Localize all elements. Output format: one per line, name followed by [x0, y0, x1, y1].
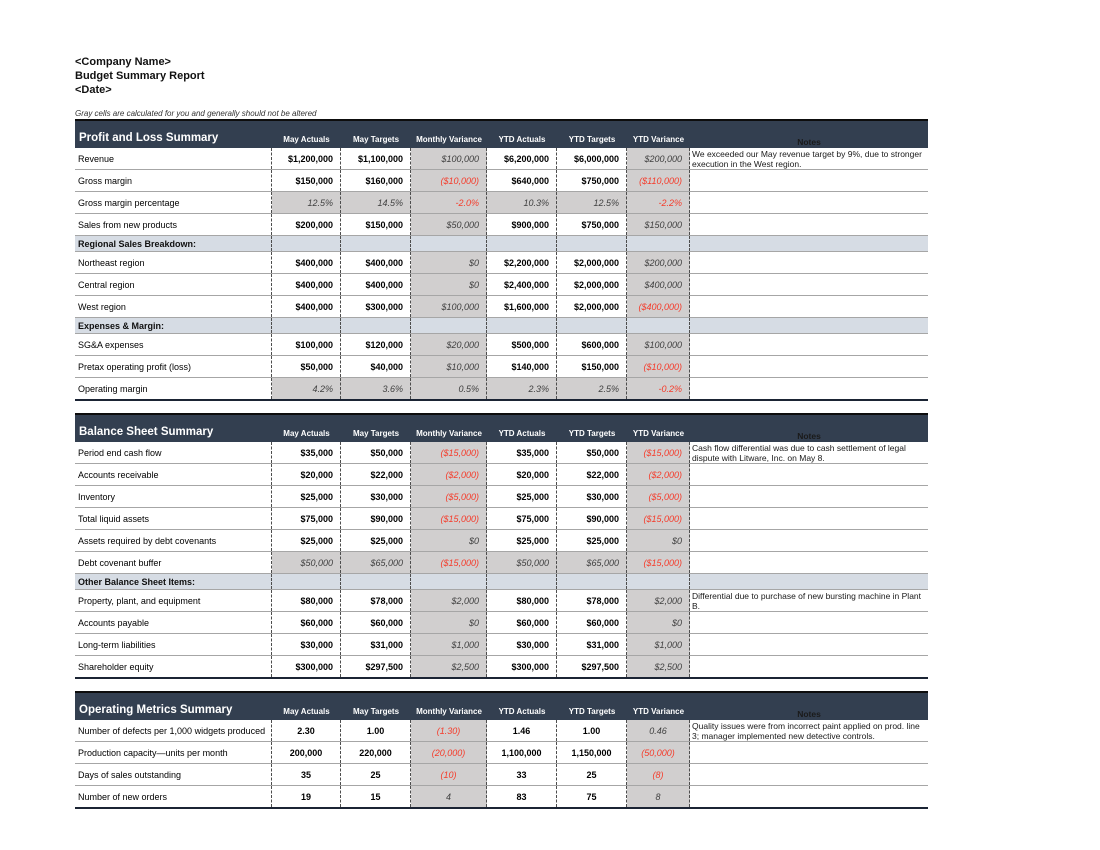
cell-ytd-targets: $78,000	[557, 590, 627, 611]
cell-ytd-variance: $2,500	[627, 656, 690, 677]
row-label: Other Balance Sheet Items:	[75, 574, 272, 589]
cell-monthly-variance: $0	[411, 530, 487, 551]
cell-ytd-variance: $100,000	[627, 334, 690, 355]
column-header-ytd-targets: YTD Targets	[568, 135, 616, 144]
cell-notes	[690, 252, 928, 273]
row-label: Total liquid assets	[75, 508, 272, 529]
table-row	[75, 764, 928, 786]
cell-ytd-actuals: $300,000	[487, 656, 557, 677]
row-label: Central region	[75, 274, 272, 295]
cell-may-targets: $90,000	[341, 508, 411, 529]
cell-ytd-variance: 8	[627, 786, 690, 807]
section-row	[75, 574, 928, 590]
cell-ytd-targets: $600,000	[557, 334, 627, 355]
cell-ytd-actuals: $25,000	[487, 530, 557, 551]
cell-ytd-targets: $65,000	[557, 552, 627, 573]
row-label: Production capacity—units per month	[75, 742, 272, 763]
row-label: Revenue	[75, 148, 272, 169]
column-header-monthly-variance: Monthly Variance	[416, 707, 482, 716]
row-label: Number of new orders	[75, 786, 272, 807]
company-name: <Company Name>	[75, 56, 171, 68]
table-title: Profit and Loss Summary	[79, 132, 219, 144]
cell-ytd-targets: $2,000,000	[557, 274, 627, 295]
column-header-notes: Notes	[797, 709, 821, 719]
row-label: Number of defects per 1,000 widgets produced	[75, 720, 272, 741]
cell-notes	[690, 214, 928, 235]
table-row	[75, 486, 928, 508]
cell-ytd-variance: (8)	[627, 764, 690, 785]
cell-ytd-variance: ($15,000)	[627, 552, 690, 573]
cell-ytd-variance: $1,000	[627, 634, 690, 655]
cell-notes	[690, 656, 928, 677]
cell-may-actuals: $1,200,000	[272, 148, 341, 169]
cell-may-targets: 15	[341, 786, 411, 807]
row-label: Property, plant, and equipment	[75, 590, 272, 611]
cell-ytd-targets: $31,000	[557, 634, 627, 655]
cell-ytd-actuals: $20,000	[487, 464, 557, 485]
cell-may-targets	[341, 318, 411, 333]
cell-notes	[690, 334, 928, 355]
row-label: Pretax operating profit (loss)	[75, 356, 272, 377]
cell-notes	[690, 634, 928, 655]
cell-ytd-targets: $30,000	[557, 486, 627, 507]
cell-monthly-variance: $50,000	[411, 214, 487, 235]
table-row	[75, 552, 928, 574]
cell-monthly-variance: 4	[411, 786, 487, 807]
cell-ytd-variance: ($5,000)	[627, 486, 690, 507]
column-header-notes: Notes	[797, 137, 821, 147]
cell-may-actuals: $150,000	[272, 170, 341, 191]
cell-may-actuals	[272, 574, 341, 589]
row-label: Sales from new products	[75, 214, 272, 235]
cell-monthly-variance: (1.30)	[411, 720, 487, 741]
cell-ytd-targets: 2.5%	[557, 378, 627, 399]
row-label: Accounts payable	[75, 612, 272, 633]
cell-notes	[690, 786, 928, 807]
cell-ytd-actuals: 33	[487, 764, 557, 785]
cell-may-actuals: $100,000	[272, 334, 341, 355]
cell-monthly-variance: $0	[411, 612, 487, 633]
cell-notes	[690, 236, 928, 251]
cell-may-targets: $65,000	[341, 552, 411, 573]
cell-monthly-variance: (10)	[411, 764, 487, 785]
cell-may-targets: $40,000	[341, 356, 411, 377]
table-row	[75, 442, 928, 464]
balance-sheet-summary-table	[75, 413, 928, 679]
section-row	[75, 236, 928, 252]
cell-ytd-actuals: $900,000	[487, 214, 557, 235]
cell-ytd-actuals: $500,000	[487, 334, 557, 355]
cell-monthly-variance: ($5,000)	[411, 486, 487, 507]
cell-monthly-variance	[411, 574, 487, 589]
cell-may-targets: $30,000	[341, 486, 411, 507]
table-row	[75, 214, 928, 236]
cell-ytd-variance: $400,000	[627, 274, 690, 295]
cell-may-targets: $60,000	[341, 612, 411, 633]
report-sheet	[75, 55, 928, 821]
cell-ytd-targets: $60,000	[557, 612, 627, 633]
cell-ytd-actuals: $50,000	[487, 552, 557, 573]
column-header-may-actuals: May Actuals	[283, 707, 330, 716]
cell-notes	[690, 356, 928, 377]
cell-ytd-variance: $2,000	[627, 590, 690, 611]
table-row	[75, 378, 928, 399]
row-label: Accounts receivable	[75, 464, 272, 485]
row-label: Inventory	[75, 486, 272, 507]
cell-monthly-variance: ($10,000)	[411, 170, 487, 191]
cell-ytd-actuals: $30,000	[487, 634, 557, 655]
row-label: Assets required by debt covenants	[75, 530, 272, 551]
cell-ytd-actuals: $140,000	[487, 356, 557, 377]
cell-may-targets: $31,000	[341, 634, 411, 655]
cell-ytd-actuals: 1.46	[487, 720, 557, 741]
cell-may-targets: $160,000	[341, 170, 411, 191]
cell-may-targets: $400,000	[341, 274, 411, 295]
cell-monthly-variance: ($15,000)	[411, 508, 487, 529]
row-label: Shareholder equity	[75, 656, 272, 677]
table-row	[75, 296, 928, 318]
cell-monthly-variance: 0.5%	[411, 378, 487, 399]
cell-ytd-actuals	[487, 318, 557, 333]
cell-may-targets: 25	[341, 764, 411, 785]
column-header-may-targets: May Targets	[352, 135, 400, 144]
cell-ytd-targets: $150,000	[557, 356, 627, 377]
cell-may-targets	[341, 574, 411, 589]
row-label: Period end cash flow	[75, 442, 272, 463]
table-row	[75, 612, 928, 634]
cell-may-actuals: $200,000	[272, 214, 341, 235]
cell-may-targets: $25,000	[341, 530, 411, 551]
cell-ytd-actuals: $75,000	[487, 508, 557, 529]
column-header-ytd-actuals: YTD Actuals	[498, 135, 546, 144]
operating-metrics-summary-header-row	[75, 693, 928, 720]
cell-may-targets: $297,500	[341, 656, 411, 677]
cell-ytd-variance	[627, 236, 690, 251]
table-row	[75, 530, 928, 552]
table-row	[75, 508, 928, 530]
cell-notes	[690, 764, 928, 785]
cell-ytd-actuals: $2,400,000	[487, 274, 557, 295]
cell-may-targets: $150,000	[341, 214, 411, 235]
cell-notes	[690, 378, 928, 399]
cell-ytd-targets: 75	[557, 786, 627, 807]
balance-sheet-summary-header-row	[75, 415, 928, 442]
cell-may-targets: $78,000	[341, 590, 411, 611]
cell-monthly-variance: ($15,000)	[411, 552, 487, 573]
column-header-ytd-targets: YTD Targets	[568, 429, 616, 438]
cell-monthly-variance	[411, 318, 487, 333]
table-row	[75, 656, 928, 677]
cell-may-actuals: $50,000	[272, 356, 341, 377]
cell-notes	[690, 464, 928, 485]
cell-ytd-variance: $200,000	[627, 148, 690, 169]
cell-ytd-targets: $2,000,000	[557, 252, 627, 273]
cell-notes: We exceeded our May revenue target by 9%, due to stronger execution in the West region.	[692, 149, 922, 169]
cell-may-targets: $1,100,000	[341, 148, 411, 169]
cell-ytd-variance: $0	[627, 612, 690, 633]
cell-ytd-actuals: $6,200,000	[487, 148, 557, 169]
cell-may-actuals: $80,000	[272, 590, 341, 611]
tables-container	[75, 119, 928, 809]
column-header-ytd-variance: YTD Variance	[632, 135, 685, 144]
cell-ytd-targets: $50,000	[557, 442, 627, 463]
cell-ytd-actuals	[487, 574, 557, 589]
gray-cells-disclaimer: Gray cells are calculated for you and generally should not be altered	[75, 109, 317, 118]
cell-notes	[690, 552, 928, 573]
column-header-ytd-actuals: YTD Actuals	[498, 429, 546, 438]
cell-monthly-variance: (20,000)	[411, 742, 487, 763]
cell-may-actuals: $50,000	[272, 552, 341, 573]
cell-ytd-actuals: 83	[487, 786, 557, 807]
cell-ytd-variance: $150,000	[627, 214, 690, 235]
cell-ytd-variance: ($15,000)	[627, 442, 690, 463]
cell-ytd-actuals: $80,000	[487, 590, 557, 611]
cell-monthly-variance: $1,000	[411, 634, 487, 655]
cell-ytd-variance: (50,000)	[627, 742, 690, 763]
cell-ytd-targets: 12.5%	[557, 192, 627, 213]
cell-ytd-actuals: 2.3%	[487, 378, 557, 399]
cell-notes	[690, 530, 928, 551]
cell-monthly-variance	[411, 236, 487, 251]
cell-monthly-variance: $100,000	[411, 148, 487, 169]
cell-ytd-variance: $0	[627, 530, 690, 551]
cell-ytd-targets: 1.00	[557, 720, 627, 741]
cell-ytd-targets: $297,500	[557, 656, 627, 677]
row-label: Operating margin	[75, 378, 272, 399]
cell-may-actuals	[272, 236, 341, 251]
cell-ytd-variance	[627, 318, 690, 333]
cell-may-actuals: $25,000	[272, 486, 341, 507]
cell-may-actuals: $60,000	[272, 612, 341, 633]
cell-notes	[690, 612, 928, 633]
cell-may-actuals: $400,000	[272, 296, 341, 317]
cell-may-actuals: $75,000	[272, 508, 341, 529]
cell-notes	[690, 192, 928, 213]
table-row	[75, 634, 928, 656]
row-label: Regional Sales Breakdown:	[75, 236, 272, 251]
cell-monthly-variance: $2,000	[411, 590, 487, 611]
cell-monthly-variance: ($2,000)	[411, 464, 487, 485]
cell-ytd-targets: 1,150,000	[557, 742, 627, 763]
cell-notes: Differential due to purchase of new bursting machine in Plant B.	[692, 591, 922, 611]
cell-may-actuals: $30,000	[272, 634, 341, 655]
cell-may-actuals: 2.30	[272, 720, 341, 741]
table-row	[75, 170, 928, 192]
row-label: SG&A expenses	[75, 334, 272, 355]
cell-may-actuals: 35	[272, 764, 341, 785]
column-header-ytd-targets: YTD Targets	[568, 707, 616, 716]
column-header-may-actuals: May Actuals	[283, 429, 330, 438]
cell-ytd-actuals: $35,000	[487, 442, 557, 463]
cell-ytd-variance: ($110,000)	[627, 170, 690, 191]
cell-notes: Cash flow differential was due to cash settlement of legal dispute with Litware, Inc. on May 8.	[692, 443, 906, 463]
cell-may-targets: $400,000	[341, 252, 411, 273]
operating-metrics-summary-table	[75, 691, 928, 809]
table-title: Operating Metrics Summary	[79, 704, 233, 716]
cell-ytd-actuals: $25,000	[487, 486, 557, 507]
cell-ytd-variance: -2.2%	[627, 192, 690, 213]
cell-ytd-variance: 0.46	[627, 720, 690, 741]
cell-ytd-variance: $200,000	[627, 252, 690, 273]
cell-ytd-targets	[557, 318, 627, 333]
cell-may-actuals: $300,000	[272, 656, 341, 677]
table-title: Balance Sheet Summary	[79, 426, 214, 438]
cell-ytd-targets: $6,000,000	[557, 148, 627, 169]
column-header-may-targets: May Targets	[352, 707, 400, 716]
cell-monthly-variance: $2,500	[411, 656, 487, 677]
column-header-monthly-variance: Monthly Variance	[416, 429, 482, 438]
column-header-ytd-actuals: YTD Actuals	[498, 707, 546, 716]
cell-notes: Quality issues were from incorrect paint applied on prod. line 3; manager implemented new detective controls.	[692, 721, 920, 741]
report-date: <Date>	[75, 84, 112, 96]
column-header-may-targets: May Targets	[352, 429, 400, 438]
section-row	[75, 318, 928, 334]
cell-ytd-variance: -0.2%	[627, 378, 690, 399]
cell-may-actuals: 12.5%	[272, 192, 341, 213]
cell-ytd-actuals: $60,000	[487, 612, 557, 633]
cell-ytd-targets: $750,000	[557, 214, 627, 235]
row-label: Northeast region	[75, 252, 272, 273]
cell-monthly-variance: ($15,000)	[411, 442, 487, 463]
cell-may-actuals: 4.2%	[272, 378, 341, 399]
row-label: Debt covenant buffer	[75, 552, 272, 573]
cell-monthly-variance: -2.0%	[411, 192, 487, 213]
cell-ytd-variance	[627, 574, 690, 589]
cell-ytd-targets	[557, 574, 627, 589]
cell-ytd-actuals: 10.3%	[487, 192, 557, 213]
cell-may-targets: 3.6%	[341, 378, 411, 399]
cell-may-targets: 220,000	[341, 742, 411, 763]
cell-ytd-variance: ($2,000)	[627, 464, 690, 485]
table-row	[75, 252, 928, 274]
column-header-monthly-variance: Monthly Variance	[416, 135, 482, 144]
table-row	[75, 590, 928, 612]
cell-ytd-targets: $90,000	[557, 508, 627, 529]
table-row	[75, 192, 928, 214]
cell-monthly-variance: $0	[411, 274, 487, 295]
row-label: West region	[75, 296, 272, 317]
cell-notes	[690, 274, 928, 295]
cell-notes	[690, 574, 928, 589]
table-row	[75, 356, 928, 378]
cell-monthly-variance: $100,000	[411, 296, 487, 317]
cell-may-targets: $120,000	[341, 334, 411, 355]
table-row	[75, 742, 928, 764]
cell-ytd-variance: ($400,000)	[627, 296, 690, 317]
cell-monthly-variance: $0	[411, 252, 487, 273]
cell-ytd-targets: $25,000	[557, 530, 627, 551]
cell-may-actuals: $35,000	[272, 442, 341, 463]
cell-notes	[690, 508, 928, 529]
cell-ytd-actuals	[487, 236, 557, 251]
cell-notes	[690, 296, 928, 317]
cell-ytd-actuals: $640,000	[487, 170, 557, 191]
cell-ytd-variance: ($15,000)	[627, 508, 690, 529]
cell-ytd-variance: ($10,000)	[627, 356, 690, 377]
cell-notes	[690, 742, 928, 763]
table-row	[75, 148, 928, 170]
profit-and-loss-summary-table	[75, 119, 928, 401]
cell-monthly-variance: $20,000	[411, 334, 487, 355]
cell-may-actuals: $25,000	[272, 530, 341, 551]
cell-ytd-actuals: $1,600,000	[487, 296, 557, 317]
cell-ytd-targets: $750,000	[557, 170, 627, 191]
report-title: Budget Summary Report	[75, 70, 205, 82]
cell-may-actuals: 200,000	[272, 742, 341, 763]
cell-notes	[690, 318, 928, 333]
row-label: Days of sales outstanding	[75, 764, 272, 785]
table-row	[75, 786, 928, 807]
table-row	[75, 720, 928, 742]
cell-may-actuals: 19	[272, 786, 341, 807]
cell-ytd-targets: 25	[557, 764, 627, 785]
table-row	[75, 334, 928, 356]
table-row	[75, 464, 928, 486]
cell-notes	[690, 486, 928, 507]
cell-may-actuals: $400,000	[272, 274, 341, 295]
row-label: Expenses & Margin:	[75, 318, 272, 333]
row-label: Gross margin	[75, 170, 272, 191]
cell-ytd-targets	[557, 236, 627, 251]
column-header-ytd-variance: YTD Variance	[632, 707, 685, 716]
cell-may-targets: 1.00	[341, 720, 411, 741]
cell-ytd-targets: $22,000	[557, 464, 627, 485]
cell-ytd-actuals: $2,200,000	[487, 252, 557, 273]
row-label: Long-term liabilities	[75, 634, 272, 655]
cell-ytd-actuals: 1,100,000	[487, 742, 557, 763]
cell-may-actuals	[272, 318, 341, 333]
cell-may-actuals: $20,000	[272, 464, 341, 485]
cell-may-targets: 14.5%	[341, 192, 411, 213]
profit-and-loss-summary-header-row	[75, 121, 928, 148]
cell-may-targets: $22,000	[341, 464, 411, 485]
cell-may-actuals: $400,000	[272, 252, 341, 273]
row-label: Gross margin percentage	[75, 192, 272, 213]
cell-may-targets: $300,000	[341, 296, 411, 317]
cell-notes	[690, 170, 928, 191]
cell-monthly-variance: $10,000	[411, 356, 487, 377]
column-header-notes: Notes	[797, 431, 821, 441]
column-header-may-actuals: May Actuals	[283, 135, 330, 144]
cell-may-targets	[341, 236, 411, 251]
table-row	[75, 274, 928, 296]
cell-may-targets: $50,000	[341, 442, 411, 463]
cell-ytd-targets: $2,000,000	[557, 296, 627, 317]
column-header-ytd-variance: YTD Variance	[632, 429, 685, 438]
